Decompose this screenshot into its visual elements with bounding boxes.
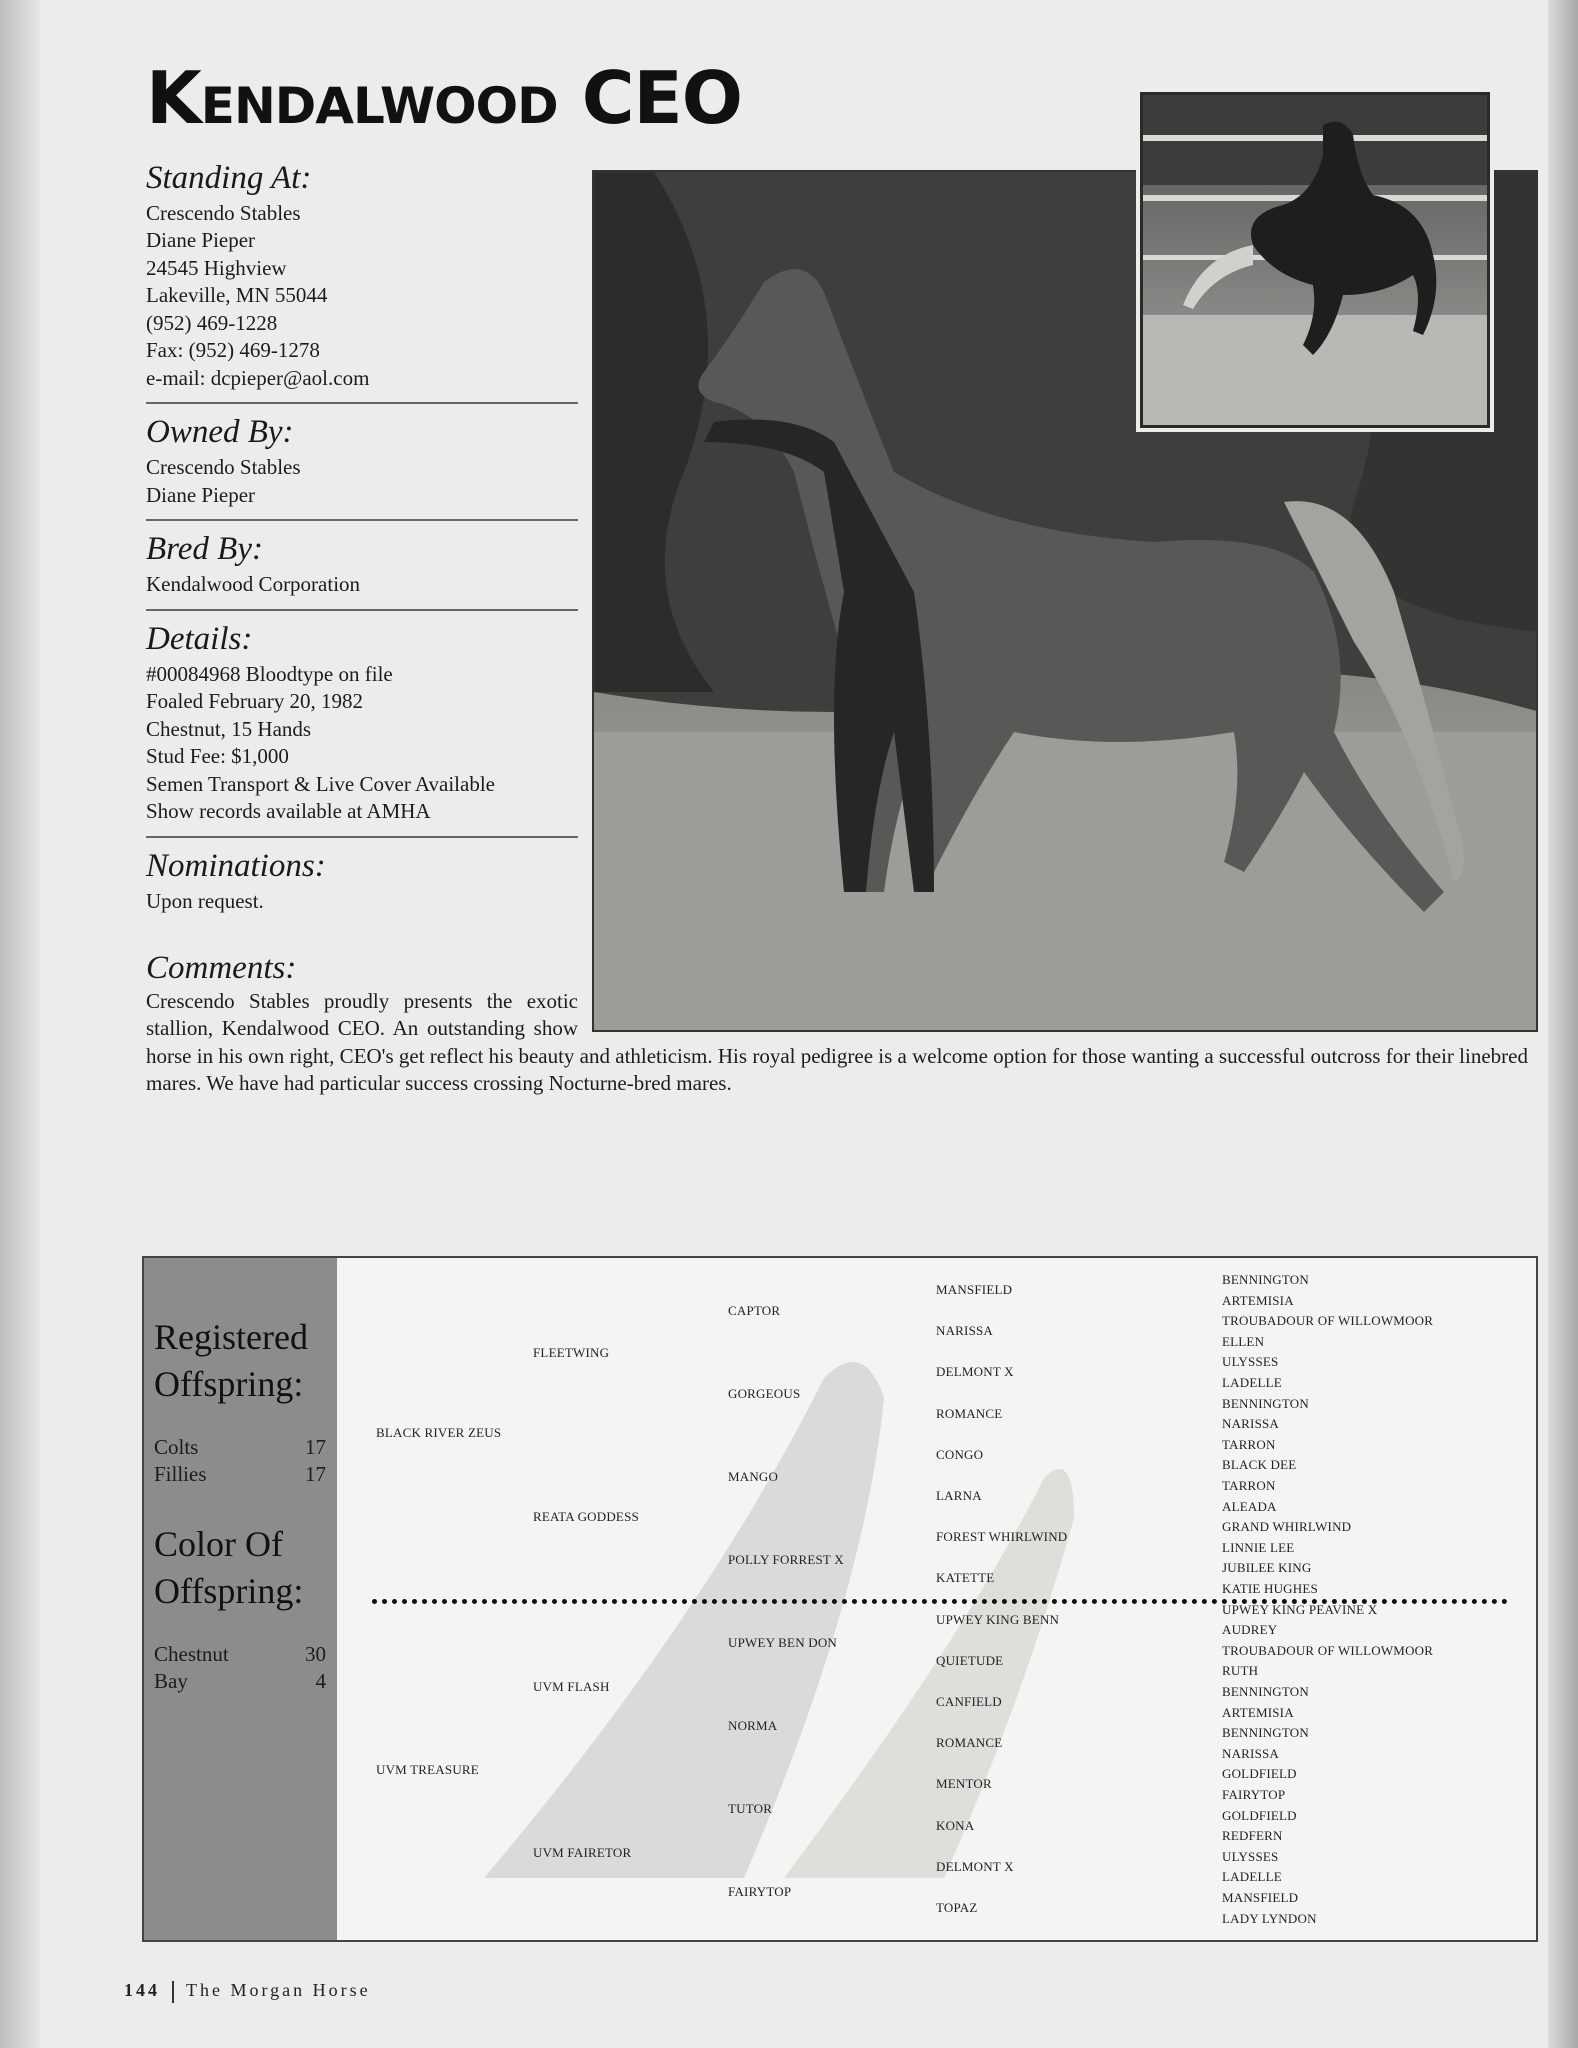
owned-by-section xyxy=(146,414,578,521)
pedigree-gen4-name: QUIETUDE xyxy=(936,1652,1004,1668)
photo-wrap-spacer xyxy=(578,950,1528,1030)
pedigree-gen2-name: FLEETWING xyxy=(533,1345,610,1360)
pedigree-gen5-name: TARRON xyxy=(1222,1478,1276,1493)
pedigree-gen4-name: KATETTE xyxy=(936,1570,995,1586)
pedigree-gen4-name: ROMANCE xyxy=(936,1405,1003,1421)
standing-at-line: Fax: (952) 469-1278 xyxy=(146,338,320,363)
pedigree-gen5-name: ELLEN xyxy=(1222,1333,1265,1349)
footer-separator xyxy=(172,1981,174,2003)
standing-at-line: Lakeville, MN 55044 xyxy=(146,283,328,308)
comments-section xyxy=(146,950,1528,1098)
details-line: Foaled February 20, 1982 xyxy=(146,689,363,714)
standing-at-line: (952) 469-1228 xyxy=(146,310,278,335)
pedigree-gen3-name: NORMA xyxy=(728,1718,778,1733)
offspring-value: 17 xyxy=(305,1435,326,1459)
pedigree-gen2-name: UVM FAIRETOR xyxy=(533,1845,632,1860)
offspring-panel xyxy=(144,1258,337,1940)
pedigree-gen5-name: LADY LYNDON xyxy=(1222,1910,1317,1926)
pedigree-gen5-name: BENNINGTON xyxy=(1222,1725,1309,1741)
pedigree-gen4-name: UPWEY KING BENN xyxy=(936,1611,1060,1627)
pedigree-gen3-name: CAPTOR xyxy=(728,1303,781,1318)
standing-at-line: Crescendo Stables xyxy=(146,200,301,225)
pedigree-gen3-name: TUTOR xyxy=(728,1801,773,1816)
pedigree-gen5-name: LADELLE xyxy=(1222,1375,1282,1390)
bred-by-section xyxy=(146,531,578,610)
standing-at-section xyxy=(146,160,578,404)
nominations-section xyxy=(146,848,578,925)
details-line: Chestnut, 15 Hands xyxy=(146,716,312,741)
registered-offspring-heading: Registered xyxy=(154,1317,308,1357)
pedigree-gen5-name: ULYSSES xyxy=(1222,1354,1279,1370)
offspring-label: Fillies xyxy=(154,1462,207,1486)
pedigree-gen1-name: BLACK RIVER ZEUS xyxy=(376,1425,502,1440)
pedigree-gen5-name: ULYSSES xyxy=(1222,1848,1279,1864)
pedigree-gen4-name: KONA xyxy=(936,1817,975,1833)
offspring-row xyxy=(154,1462,326,1487)
standing-at-line: e-mail: dcpieper@aol.com xyxy=(146,365,370,390)
pedigree-gen5-name: TARRON xyxy=(1222,1436,1276,1452)
offspring-row xyxy=(154,1669,326,1694)
pedigree-gen4-name: FOREST WHIRLWIND xyxy=(936,1529,1068,1545)
pedigree-gen5-name: AUDREY xyxy=(1222,1622,1278,1638)
owned-by-line: Crescendo Stables xyxy=(146,455,301,480)
pedigree-gen4-name: CANFIELD xyxy=(936,1694,1002,1709)
offspring-value: 4 xyxy=(315,1669,326,1693)
offspring-label: Colts xyxy=(154,1435,199,1459)
pedigree-gen4-name: LARNA xyxy=(936,1488,982,1503)
standing-at-heading: Standing At: xyxy=(146,160,312,196)
bred-by-line: Kendalwood Corporation xyxy=(146,572,361,597)
pedigree-gen4-name: MANSFIELD xyxy=(936,1282,1013,1297)
details-line: #00084968 Bloodtype on file xyxy=(146,661,393,686)
details-line: Semen Transport & Live Cover Available xyxy=(146,771,495,796)
pedigree-gen5-name: UPWEY KING PEAVINE X xyxy=(1222,1601,1378,1617)
publication-name: The Morgan Horse xyxy=(186,1980,371,2000)
pedigree-gen4-name: DELMONT X xyxy=(936,1858,1014,1874)
owned-by-line: Diane Pieper xyxy=(146,482,256,507)
pedigree-gen5-name: NARISSA xyxy=(1222,1416,1280,1432)
pedigree-gen5-name: BLACK DEE xyxy=(1222,1457,1297,1473)
offspring-label: Bay xyxy=(154,1669,188,1693)
pedigree-gen3-name: POLLY FORREST X xyxy=(728,1552,844,1567)
details-heading: Details: xyxy=(146,620,253,657)
pedigree-gen4-name: NARISSA xyxy=(936,1323,994,1339)
stallion-info xyxy=(146,160,578,935)
pedigree-gen4-name: ROMANCE xyxy=(936,1735,1003,1751)
color-offspring-heading: Offspring: xyxy=(154,1571,304,1611)
color-offspring-heading: Color Of xyxy=(154,1524,283,1564)
bred-by-heading: Bred By: xyxy=(146,531,263,568)
pedigree-gen5-name: REDFERN xyxy=(1222,1828,1283,1844)
pedigree-gen1-name: UVM TREASURE xyxy=(376,1762,479,1777)
offspring-value: 17 xyxy=(305,1462,326,1486)
pedigree-gen3-name: FAIRYTOP xyxy=(728,1884,792,1899)
pedigree-gen5-name: KATIE HUGHES xyxy=(1222,1581,1318,1596)
offspring-label: Chestnut xyxy=(154,1642,229,1666)
offspring-row xyxy=(154,1435,326,1460)
pedigree-gen4-name: TOPAZ xyxy=(936,1900,978,1915)
comments-heading: Comments: xyxy=(146,950,297,986)
page-gutter-right xyxy=(1548,0,1578,2048)
pedigree-gen2-name: REATA GODDESS xyxy=(533,1509,639,1524)
pedigree-gen5-name: GRAND WHIRLWIND xyxy=(1222,1519,1352,1535)
pedigree-gen4-name: DELMONT X xyxy=(936,1364,1014,1380)
pedigree-gen5-name: GOLDFIELD xyxy=(1222,1766,1297,1782)
pedigree-gen5-name: BENNINGTON xyxy=(1222,1395,1309,1411)
pedigree-gen5-name: ARTEMISIA xyxy=(1222,1704,1294,1720)
page-title: Kendalwood CEO xyxy=(146,56,742,140)
pedigree-gen5-name: TROUBADOUR OF WILLOWMOOR xyxy=(1222,1642,1434,1658)
pedigree-gen3-name: UPWEY BEN DON xyxy=(728,1635,837,1650)
pedigree-gen3-name: GORGEOUS xyxy=(728,1386,801,1401)
inset-horse-photo xyxy=(1140,92,1490,428)
standing-at-line: Diane Pieper xyxy=(146,228,256,253)
details-section xyxy=(146,621,578,838)
pedigree-gen5-name: ALEADA xyxy=(1222,1498,1277,1514)
pedigree-gen5-name: JUBILEE KING xyxy=(1222,1560,1312,1576)
pedigree-gen2-name: UVM FLASH xyxy=(533,1679,610,1694)
pedigree-gen5-name: GOLDFIELD xyxy=(1222,1807,1297,1823)
pedigree-gen5-name: LINNIE LEE xyxy=(1222,1539,1295,1555)
offspring-value: 30 xyxy=(305,1642,326,1666)
owned-by-heading: Owned By: xyxy=(146,414,294,451)
nominations-heading: Nominations: xyxy=(146,847,326,884)
pedigree-gen5-name: NARISSA xyxy=(1222,1745,1280,1761)
registered-offspring-heading: Offspring: xyxy=(154,1364,304,1404)
page-number: 144 xyxy=(124,1980,160,2000)
pedigree-gen5-name: FAIRYTOP xyxy=(1222,1787,1286,1802)
pedigree-gen5-name: RUTH xyxy=(1222,1663,1259,1679)
pedigree-gen5-name: TROUBADOUR OF WILLOWMOOR xyxy=(1222,1313,1434,1329)
pedigree-gen3-name: MANGO xyxy=(728,1469,779,1484)
pedigree-gen5-name: BENNINGTON xyxy=(1222,1684,1309,1699)
pedigree-gen5-name: BENNINGTON xyxy=(1222,1272,1309,1287)
comments-text: Crescendo Stables proudly presents the exotic stallion, Kendalwood CEO. An outstanding show horse in his own right, CEO's get reflect his beauty and athleticism. His royal pedigree is a welcome option for those wanting a successful outcross for their linebred mares. We have had particular success crossing Nocturne-bred mares. xyxy=(146,988,1528,1096)
nominations-line: Upon request. xyxy=(146,888,264,913)
details-line: Stud Fee: $1,000 xyxy=(146,744,289,769)
details-line: Show records available at AMHA xyxy=(146,799,431,824)
pedigree-gen5-name: MANSFIELD xyxy=(1222,1890,1299,1905)
pedigree-gen5-name: LADELLE xyxy=(1222,1869,1282,1885)
pedigree-gen5-name: ARTEMISIA xyxy=(1222,1292,1294,1308)
pedigree-gen4-name: MENTOR xyxy=(936,1776,992,1792)
page-footer xyxy=(124,1980,371,2003)
standing-at-line: 24545 Highview xyxy=(146,255,287,280)
pedigree-gen4-name: CONGO xyxy=(936,1446,984,1462)
page-gutter-left xyxy=(0,0,40,2048)
offspring-row xyxy=(154,1642,326,1667)
